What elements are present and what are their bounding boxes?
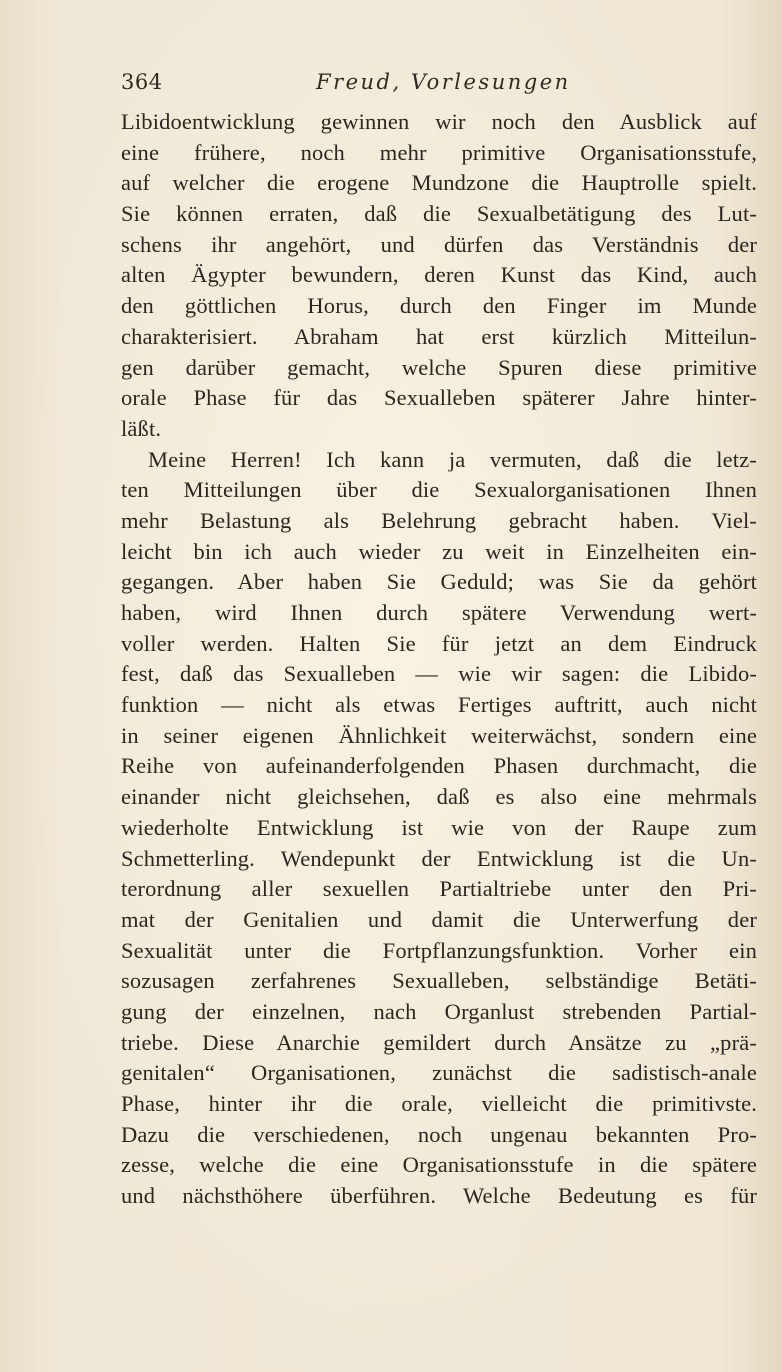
- text-line: auf welcher die erogene Mundzone die Hauptrolle spielt.: [121, 170, 757, 196]
- body-text: [121, 107, 757, 1212]
- text-line: Sexualität unter die Fortpflanzungsfunktion. Vorher ein: [121, 937, 757, 963]
- text-line: triebe. Diese Anarchie gemildert durch Ansätze zu „prä-: [121, 1029, 757, 1055]
- text-line: Sie können erraten, daß die Sexualbetätigung des Lut-: [121, 201, 757, 227]
- text-line: Phase, hinter ihr die orale, vielleicht die primitivste.: [121, 1091, 757, 1116]
- paragraph: [121, 107, 757, 445]
- text-line: zesse, welche die eine Organisationsstufe in die spätere: [121, 1152, 757, 1178]
- text-line: schens ihr angehört, und dürfen das Verständnis der: [121, 231, 757, 257]
- text-line: Reihe von aufeinanderfolgenden Phasen durchmacht, die: [121, 753, 757, 779]
- text-line: alten Ägypter bewundern, deren Kunst das Kind, auch: [121, 262, 757, 288]
- text-line: läßt.: [121, 415, 162, 441]
- text-line: einander nicht gleichsehen, daß es also eine mehrmals: [121, 784, 757, 810]
- text-line: sozusagen zerfahrenes Sexualleben, selbständige Betäti-: [121, 968, 757, 994]
- text-line: Libidoentwicklung gewinnen wir noch den Ausblick auf: [121, 109, 757, 134]
- running-title: Freud, Vorlesungen: [316, 70, 571, 94]
- text-line: Meine Herren! Ich kann ja vermuten, daß die letz-: [148, 446, 757, 472]
- text-line: und nächsthöhere überführen. Welche Bedeutung es für: [121, 1183, 757, 1209]
- page-number: 364: [121, 70, 163, 94]
- text-line: in seiner eigenen Ähnlichkeit weiterwächst, sondern eine: [121, 722, 757, 748]
- text-line: wiederholte Entwicklung ist wie von der Raupe zum: [121, 814, 757, 840]
- text-line: mat der Genitalien und damit die Unterwerfung der: [121, 906, 757, 932]
- text-line: leicht bin ich auch wieder zu weit in Einzelheiten ein-: [121, 538, 757, 564]
- text-line: haben, wird Ihnen durch spätere Verwendung wert-: [121, 600, 757, 625]
- text-line: den göttlichen Horus, durch den Finger im Munde: [121, 293, 757, 319]
- text-line: voller werden. Halten Sie für jetzt an dem Eindruck: [121, 630, 757, 656]
- text-line: gung der einzelnen, nach Organlust strebenden Partial-: [121, 998, 757, 1024]
- page-header: [121, 70, 761, 100]
- text-line: Dazu die verschiedenen, noch ungenau bekannten Pro-: [121, 1121, 757, 1147]
- text-line: genitalen“ Organisationen, zunächst die sadistisch-anale: [121, 1060, 757, 1086]
- text-line: Schmetterling. Wendepunkt der Entwicklung ist die Un-: [121, 845, 757, 871]
- text-line: gen darüber gemacht, welche Spuren diese primitive: [121, 354, 757, 380]
- text-line: mehr Belastung als Belehrung gebracht haben. Viel-: [121, 507, 757, 533]
- text-line: fest, daß das Sexualleben — wie wir sagen: die Libido-: [121, 661, 757, 687]
- text-line: charakterisiert. Abraham hat erst kürzlich Mitteilun-: [121, 323, 757, 349]
- text-line: terordnung aller sexuellen Partialtriebe unter den Pri-: [121, 876, 757, 902]
- text-line: eine frühere, noch mehr primitive Organisationsstufe,: [121, 139, 757, 165]
- text-line: funktion — nicht als etwas Fertiges auftritt, auch nicht: [121, 692, 757, 718]
- text-line: ten Mitteilungen über die Sexualorganisationen Ihnen: [121, 477, 757, 503]
- text-line: gegangen. Aber haben Sie Geduld; was Sie da gehört: [121, 569, 757, 595]
- text-line: orale Phase für das Sexualleben späterer Jahre hinter-: [121, 385, 757, 411]
- paragraph: [121, 445, 757, 1212]
